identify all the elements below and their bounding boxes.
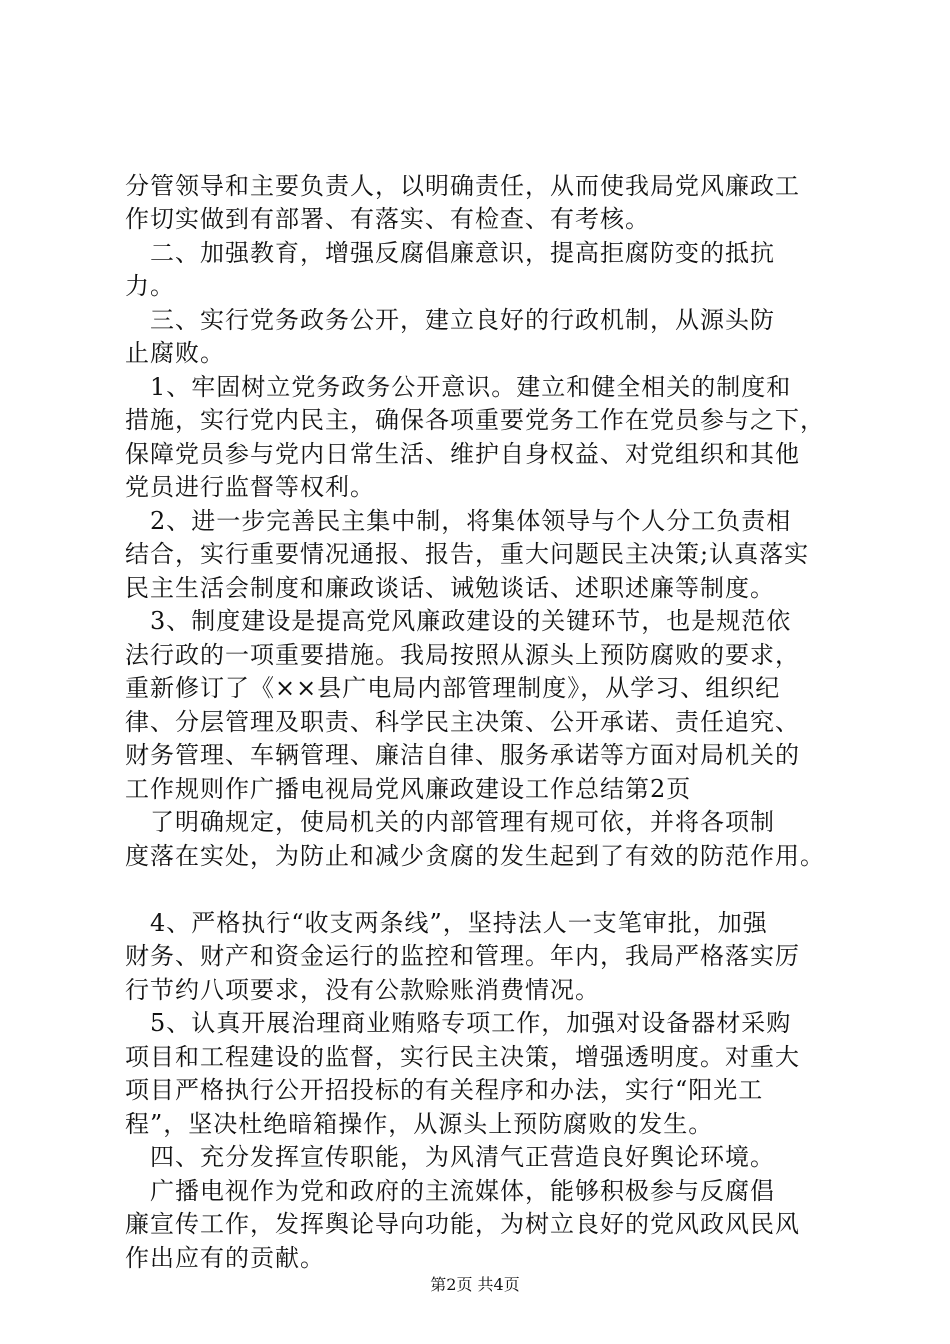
text-line: 民主生活会制度和廉政谈话、诫勉谈话、述职述廉等制度。 [125, 574, 775, 602]
text-line: 保障党员参与党内日常生活、维护自身权益、对党组织和其他 [125, 440, 800, 468]
text-line: 了明确规定，使局机关的内部管理有规可依，并将各项制 [125, 808, 775, 836]
text-line: 财务、财产和资金运行的监控和管理。年内，我局严格落实厉 [125, 942, 800, 970]
text-line: 财务管理、车辆管理、廉洁自律、服务承诺等方面对局机关的 [125, 741, 800, 769]
text-line: 廉宣传工作，发挥舆论导向功能，为树立良好的党风政风民风 [125, 1210, 800, 1238]
section-heading: 四、充分发挥宣传职能，为风清气正营造良好舆论环境。 [125, 1143, 775, 1171]
text-line: 作切实做到有部署、有落实、有检查、有考核。 [125, 205, 650, 233]
text-line: 项目和工程建设的监督，实行民主决策，增强透明度。对重大 [125, 1043, 800, 1071]
text-line: 行节约八项要求，没有公款赊账消费情况。 [125, 976, 600, 1004]
text-line: 分管领导和主要负责人，以明确责任，从而使我局党风廉政工 [125, 172, 800, 200]
text-line: 5、认真开展治理商业贿赂专项工作，加强对设备器材采购 [125, 1009, 792, 1037]
text-line: 1、牢固树立党务政务公开意识。建立和健全相关的制度和 [125, 373, 792, 401]
text-line: 结合，实行重要情况通报、报告，重大问题民主决策;认真落实 [125, 540, 810, 568]
text-line: 2、进一步完善民主集中制，将集体领导与个人分工负责相 [125, 507, 792, 535]
text-line: 3、制度建设是提高党风廉政建设的关键环节，也是规范依 [125, 607, 792, 635]
text-line: 措施，实行党内民主，确保各项重要党务工作在党员参与之下， [125, 406, 825, 434]
text-line: 工作规则作广播电视局党风廉政建设工作总结第2页 [125, 775, 692, 803]
text-line: 律、分层管理及职责、科学民主决策、公开承诺、责任追究、 [125, 708, 800, 736]
text-line: 项目严格执行公开招投标的有关程序和办法，实行“阳光工 [125, 1076, 764, 1104]
section-heading: 二、加强教育，增强反腐倡廉意识，提高拒腐防变的抵抗 [125, 239, 775, 267]
text-line: 重新修订了《××县广电局内部管理制度》，从学习、组织纪 [125, 674, 781, 702]
text-line: 法行政的一项重要措施。我局按照从源头上预防腐败的要求， [125, 641, 800, 669]
text-line: 程”，坚决杜绝暗箱操作，从源头上预防腐败的发生。 [125, 1110, 714, 1138]
text-line: 力。 [125, 272, 175, 300]
text-line: 广播电视作为党和政府的主流媒体，能够积极参与反腐倡 [125, 1177, 775, 1205]
text-line: 作出应有的贡献。 [125, 1244, 325, 1272]
text-line: 止腐败。 [125, 339, 225, 367]
text-line: 度落在实处，为防止和减少贪腐的发生起到了有效的防范作用。 [125, 842, 825, 870]
page-footer: 第2页 共4页 [430, 1275, 520, 1294]
section-heading: 三、实行党务政务公开，建立良好的行政机制，从源头防 [125, 306, 775, 334]
text-line: 党员进行监督等权利。 [125, 473, 375, 501]
text-line: 4、严格执行“收支两条线”，坚持法人一支笔审批，加强 [125, 909, 768, 937]
